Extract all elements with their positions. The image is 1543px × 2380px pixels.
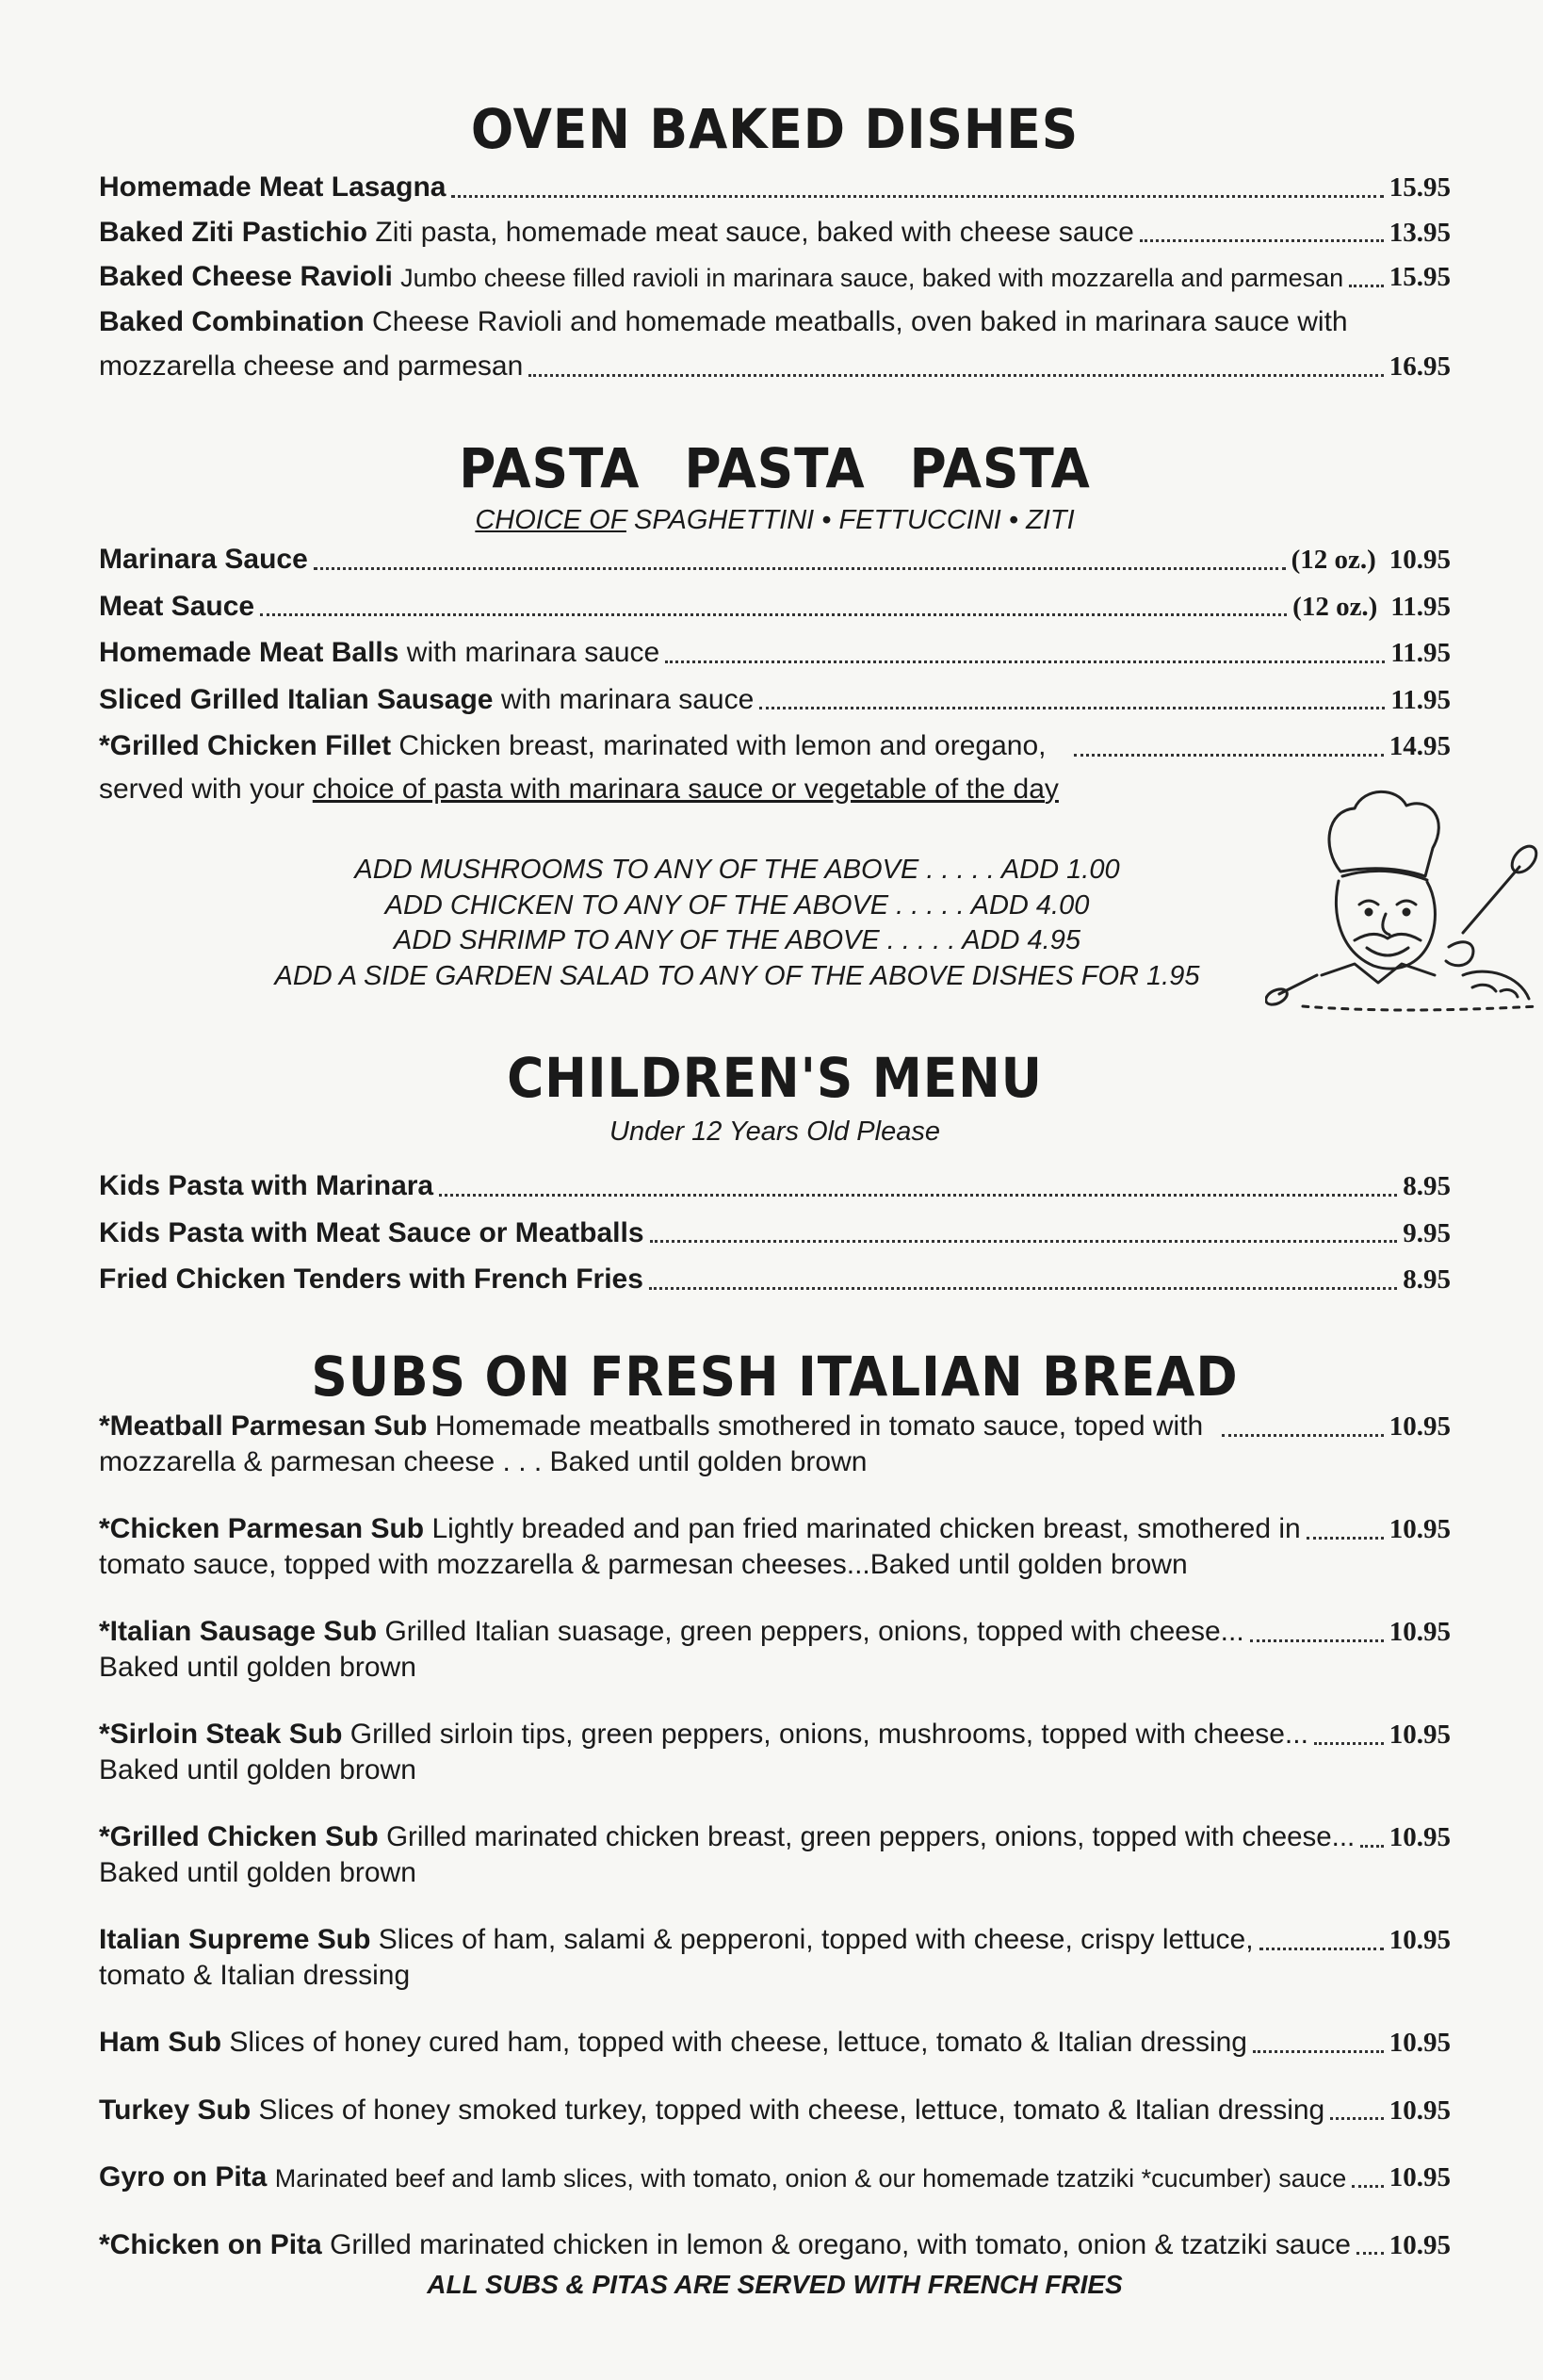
pasta-choice: CHOICE OF SPAGHETTINI • FETTUCCINI • ZITI: [475, 505, 1075, 535]
oven-section: [99, 97, 1451, 161]
menu-item-continued: tomato sauce, topped with mozzarella & parmesan cheeses...Baked until golden brown: [99, 1548, 1188, 1580]
menu-item: *Chicken on Pita Grilled marinated chicken in lemon & oregano, with tomato, onion & tzatziki sauce 10.95: [99, 2228, 1451, 2260]
menu-item: Ham Sub Slices of honey cured ham, topped with cheese, lettuce, tomato & Italian dressing 10.95: [99, 2027, 1451, 2059]
menu-item: Kids Pasta with Meat Sauce or Meatballs 9.95: [99, 1216, 1451, 1248]
menu-item: Marinara Sauce (12 oz.) 10.95: [99, 544, 1451, 576]
pasta-title: PASTA PASTA PASTA: [459, 436, 1091, 500]
menu-item-continued: tomato & Italian dressing: [99, 1959, 411, 1991]
menu-item: *Meatball Parmesan Sub Homemade meatballs smothered in tomato sauce, toped with 10.95: [99, 1410, 1451, 1443]
oven-items: [99, 170, 1451, 384]
children-section: [99, 1046, 1451, 1150]
children-subtitle: Under 12 Years Old Please: [609, 1117, 940, 1147]
chef-cartoon-icon: [1265, 782, 1543, 1013]
menu-item-continued: Baked until golden brown: [99, 1651, 416, 1683]
menu-item-continued: Baked until golden brown: [99, 1856, 416, 1888]
menu-item: Homemade Meat Lasagna 15.95: [99, 171, 1451, 204]
children-items: [99, 1168, 1451, 1297]
pasta-section: [99, 436, 1451, 539]
subs-section: [99, 1345, 1451, 1409]
menu-item: Sliced Grilled Italian Sausage with marinara sauce 11.95: [99, 683, 1451, 715]
subs-title: SUBS ON FRESH ITALIAN BREAD: [311, 1345, 1239, 1409]
children-title: CHILDREN'S MENU: [507, 1046, 1043, 1110]
menu-page: [99, 0, 1451, 2380]
addon-line: ADD MUSHROOMS TO ANY OF THE ABOVE . . . . . ADD 1.00: [354, 855, 1120, 885]
menu-item: Italian Supreme Sub Slices of ham, salami & pepperoni, topped with cheese, crispy lettuce, 10.95: [99, 1924, 1451, 1956]
subs-items: [99, 1409, 1451, 2302]
menu-item: Baked Ziti Pastichio Ziti pasta, homemade meat sauce, baked with cheese sauce 13.95: [99, 216, 1451, 248]
menu-item: *Italian Sausage Sub Grilled Italian suasage, green peppers, onions, topped with cheese... 10.95: [99, 1616, 1451, 1648]
menu-item: Turkey Sub Slices of honey smoked turkey, topped with cheese, lettuce, tomato & Italian dressing 10.95: [99, 2094, 1451, 2126]
menu-item: Baked Combination Cheese Ravioli and homemade meatballs, oven baked in marinara sauce with: [99, 305, 1348, 337]
pasta-served-note: served with your choice of pasta with marinara sauce or vegetable of the day: [99, 773, 1059, 805]
addon-line: ADD SHRIMP TO ANY OF THE ABOVE . . . . . ADD 4.95: [394, 925, 1080, 956]
menu-item: *Sirloin Steak Sub Grilled sirloin tips, green peppers, onions, mushrooms, topped with cheese... 10.95: [99, 1719, 1451, 1751]
menu-item-continued: Baked until golden brown: [99, 1753, 416, 1785]
menu-item: Homemade Meat Balls with marinara sauce 11.95: [99, 637, 1451, 669]
menu-item: Baked Cheese Ravioli Jumbo cheese filled ravioli in marinara sauce, baked with mozzarella and parmesan 15.95: [99, 261, 1451, 293]
menu-item: Meat Sauce (12 oz.) 11.95: [99, 590, 1451, 622]
subs-footer: ALL SUBS & PITAS ARE SERVED WITH FRENCH FRIES: [427, 2270, 1123, 2299]
addon-line: ADD CHICKEN TO ANY OF THE ABOVE . . . . . ADD 4.00: [384, 889, 1090, 921]
oven-title: OVEN BAKED DISHES: [470, 97, 1080, 161]
menu-item: Fried Chicken Tenders with French Fries 8.95: [99, 1263, 1451, 1296]
menu-item-continued: mozzarella & parmesan cheese . . . Baked until golden brown: [99, 1445, 868, 1477]
menu-item: Kids Pasta with Marinara 8.95: [99, 1170, 1451, 1202]
menu-item-continued: mozzarella cheese and parmesan 16.95: [99, 350, 1451, 383]
menu-item: *Grilled Chicken Fillet Chicken breast, marinated with lemon and oregano, 14.95: [99, 730, 1451, 762]
pasta-addons: [61, 853, 1413, 995]
menu-item: *Chicken Parmesan Sub Lightly breaded and pan fried marinated chicken breast, smothered in 10.95: [99, 1513, 1451, 1545]
menu-item: *Grilled Chicken Sub Grilled marinated chicken breast, green peppers, onions, topped with cheese... 10.95: [99, 1820, 1451, 1853]
menu-item: Gyro on Pita Marinated beef and lamb slices, with tomato, onion & our homemade tzatziki *cucumber) sauce 10.95: [99, 2161, 1451, 2193]
pasta-items: [99, 542, 1451, 807]
addon-line: ADD A SIDE GARDEN SALAD TO ANY OF THE ABOVE DISHES FOR 1.95: [274, 961, 1200, 992]
